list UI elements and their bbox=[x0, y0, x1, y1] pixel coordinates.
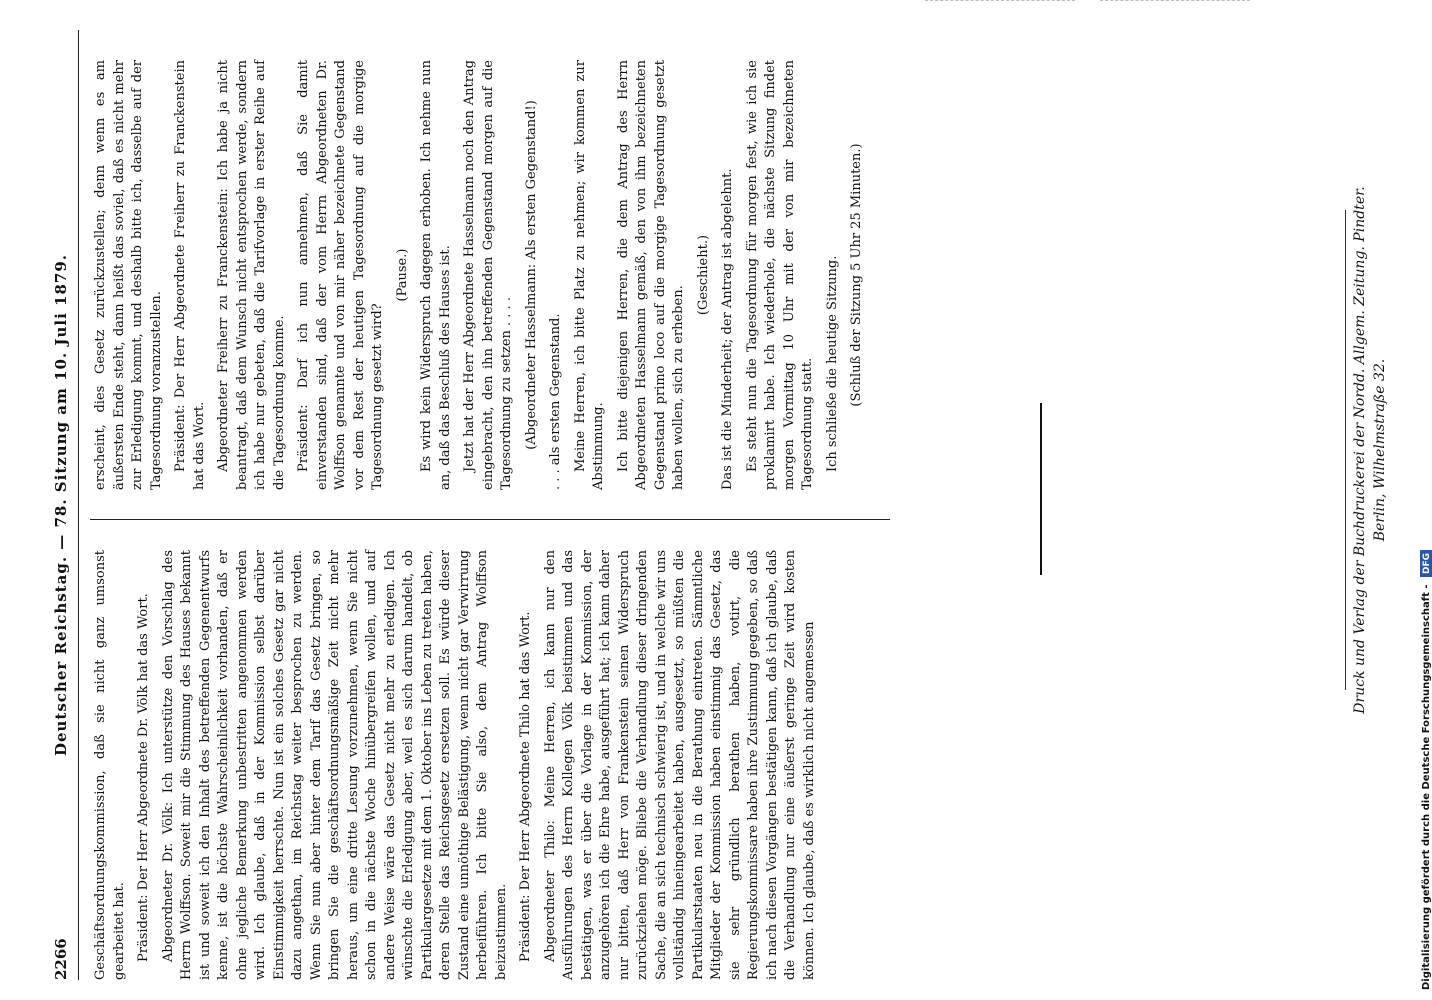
paragraph: Präsident: Der Herr Abgeordnete Dr. Völk hat das Wort. bbox=[136, 593, 151, 962]
paragraph: Abgeordneter Freiherr zu Franckenstein: Ich habe ja nicht beantragt, daß dem Wunsch nicht entsprochen werde, sondern ich habe nur gebeten, daß die Tarifvorlage in erster Reihe auf die Tagesordnung komme. bbox=[216, 60, 287, 490]
paragraph: Präsident: Der Herr Abgeordnete Freiherr zu Franckenstein hat das Wort. bbox=[173, 60, 207, 490]
paragraph: erscheint, dies Gesetz zurückzustellen; denn wenn es am äußersten Ende steht, dann heißt das soviel, daß es nicht mehr zur Erledigung kommt, und deshalb bitte ich, dasselbe auf der Tagesordnung voranzustellen. bbox=[93, 60, 164, 490]
header-rule bbox=[78, 30, 79, 980]
running-head bbox=[52, 30, 78, 980]
paragraph: Es steht nun die Tagesordnung für morgen fest, wie ich sie proklamirt habe. Ich wiederhole, die nächste Sitzung findet morgen Vormittag 10 Uhr mit der von mir bezeichneten Tagesordnung statt. bbox=[744, 60, 815, 490]
paragraph: Präsident: Darf ich nun annehmen, daß Sie damit einverstanden sind, daß der vom Herrn Abgeordneten Dr. Wolffson genannte und von mir näher bezeichnete Gegenstand vor dem Rest der heutigen Tagesordnung auf die morgige Tagesordnung gesetzt wird? bbox=[296, 60, 385, 490]
funding-notice bbox=[1420, 10, 1432, 990]
imprint-line: Berlin, Wilhelmstraße 32. bbox=[1372, 358, 1388, 542]
page-number: 2266 bbox=[52, 938, 70, 980]
imprint-rule bbox=[1345, 210, 1346, 690]
paragraph: Es wird kein Widerspruch dagegen erhoben. Ich nehme nun an, daß das Beschluß des Hauses ist. bbox=[419, 60, 453, 490]
paragraph: . . . als ersten Gegenstand. bbox=[548, 313, 563, 490]
stage-direction: (Geschieht.) bbox=[695, 234, 711, 316]
printer-imprint bbox=[1345, 0, 1425, 900]
paragraph: Abgeordneter Dr. Völk: Ich unterstütze den Vorschlag des Herrn Wolffson. Soweit mir die Stimmung des Hauses bekannt ist und soweit ich den Inhalt des betreffenden Gegenentwurfs kenne, ist die höchste Wahrscheinlichkeit vorhanden, daß er ohne jegliche Bemerkung unbestritten angenommen werden wird. Ich glaube, daß in der Kommission selbst darüber Einstimmigkeit herrschte. Nun ist ein solches Gesetz gar nicht dazu angethan, im Reichstag weiter besprochen zu werden. Wenn Sie nun aber hinter dem Tarif das Gesetz bringen, so bringen Sie die geschäftsordnungsmäßige Zeit nicht mehr heraus, um eine dritte Lesung vorzunehmen, wenn Sie nicht schon in die nächste Woche hinübergreifen wollen, und auf andere Weise wäre das Gesetz nicht mehr zu erledigen. Ich wünschte die Erledigung aber, weil es sich darum handelt, ob Partikulargesetze mit dem 1. Oktober ins Leben zu treten haben, deren Stelle das Reichsgesetz ersetzen soll. Es würde dieser Zustand eine unnöthige Belästigung, wenn nicht gar Verwirrung herbeiführen. Ich bitte Sie also, dem Antrag Wolffson beizustimmen. bbox=[160, 550, 509, 980]
paragraph: Meine Herren, ich bitte Platz zu nehmen; wir kommen zur Abstimmung. bbox=[572, 60, 606, 490]
column-divider bbox=[90, 519, 890, 520]
page-title: Deutscher Reichstag. — 78. Sitzung am 10. Juli 1879. bbox=[52, 253, 70, 757]
paragraph: Ich schließe die heutige Sitzung. bbox=[824, 255, 840, 472]
closing-note: (Schluß der Sitzung 5 Uhr 25 Minuten.) bbox=[849, 143, 864, 407]
right-column bbox=[92, 60, 873, 490]
imprint-line: Druck und Verlag der Buchdruckerei der Nordd. Allgem. Zeitung. Pindter. bbox=[1352, 186, 1368, 714]
paragraph: Das ist die Minderheit; der Antrag ist abgelehnt. bbox=[720, 168, 735, 490]
paragraph: Geschäftsordnungskommission, daß sie nicht ganz umsonst gearbeitet hat. bbox=[93, 550, 127, 980]
left-column bbox=[92, 550, 825, 980]
paragraph: Ich bitte diejenigen Herren, die dem Antrag des Herrn Abgeordneten Hasselmann gemäß, den von ihm bezeichneten Gegenstand primo loco auf die morgige Tagesordnung gesetzt haben wollen, sich zu erheben. bbox=[615, 60, 686, 490]
rotated-page bbox=[50, 20, 900, 990]
interjection: (Abgeordneter Hasselmann: Als ersten Gegenstand!) bbox=[523, 100, 539, 450]
paragraph: Präsident: Der Herr Abgeordnete Thilo hat das Wort. bbox=[518, 611, 533, 962]
scan-edge-mark bbox=[925, 0, 1075, 1]
vertical-rule bbox=[1040, 403, 1042, 575]
funding-text: Digitalisierung gefördert durch die Deutsche Forschungsgemeinschaft - bbox=[1421, 584, 1432, 990]
dfg-logo-icon: DFG bbox=[1420, 550, 1432, 577]
stage-direction: (Pause.) bbox=[394, 248, 410, 302]
paragraph: Abgeordneter Thilo: Meine Herren, ich kann nur den Ausführungen des Herrn Kollegen Völk beistimmen und das bestätigen, was er über die Vorlage in der Kommission, der anzugehören ich die Ehre habe, ausgeführt hat; ich kann daher nur bitten, daß Herr von Frankenstein seinen Widerspruch zurückziehen möge. Bliebe die Verhandlung dieser dringenden Sache, die an sich technisch schwierig ist, und in welche wir uns vollständig hineingearbeitet haben, ausgesetzt, so müßten die Partikularstaaten neu in die Berathung eintreten. Sämmtliche Mitglieder der Kommission haben einstimmig das Gesetz, das sie sehr gründlich berathen haben, votirt, die Regierungskommissare haben ihre Zustimmung gegeben, so daß ich nach diesen Vorgängen bestätigen kann, daß ich glaube, daß die Verhandlung nur eine äußerst geringe Zeit wird kosten können. Ich glaube, daß es wirklich nicht angemessen bbox=[542, 550, 817, 980]
paragraph: Jetzt hat der Herr Abgeordnete Hasselmann noch den Antrag eingebracht, den ihn betreffenden Gegenstand morgen auf die Tagesordnung zu setzen . . . . bbox=[462, 60, 514, 490]
scan-edge-mark bbox=[1100, 0, 1250, 1]
